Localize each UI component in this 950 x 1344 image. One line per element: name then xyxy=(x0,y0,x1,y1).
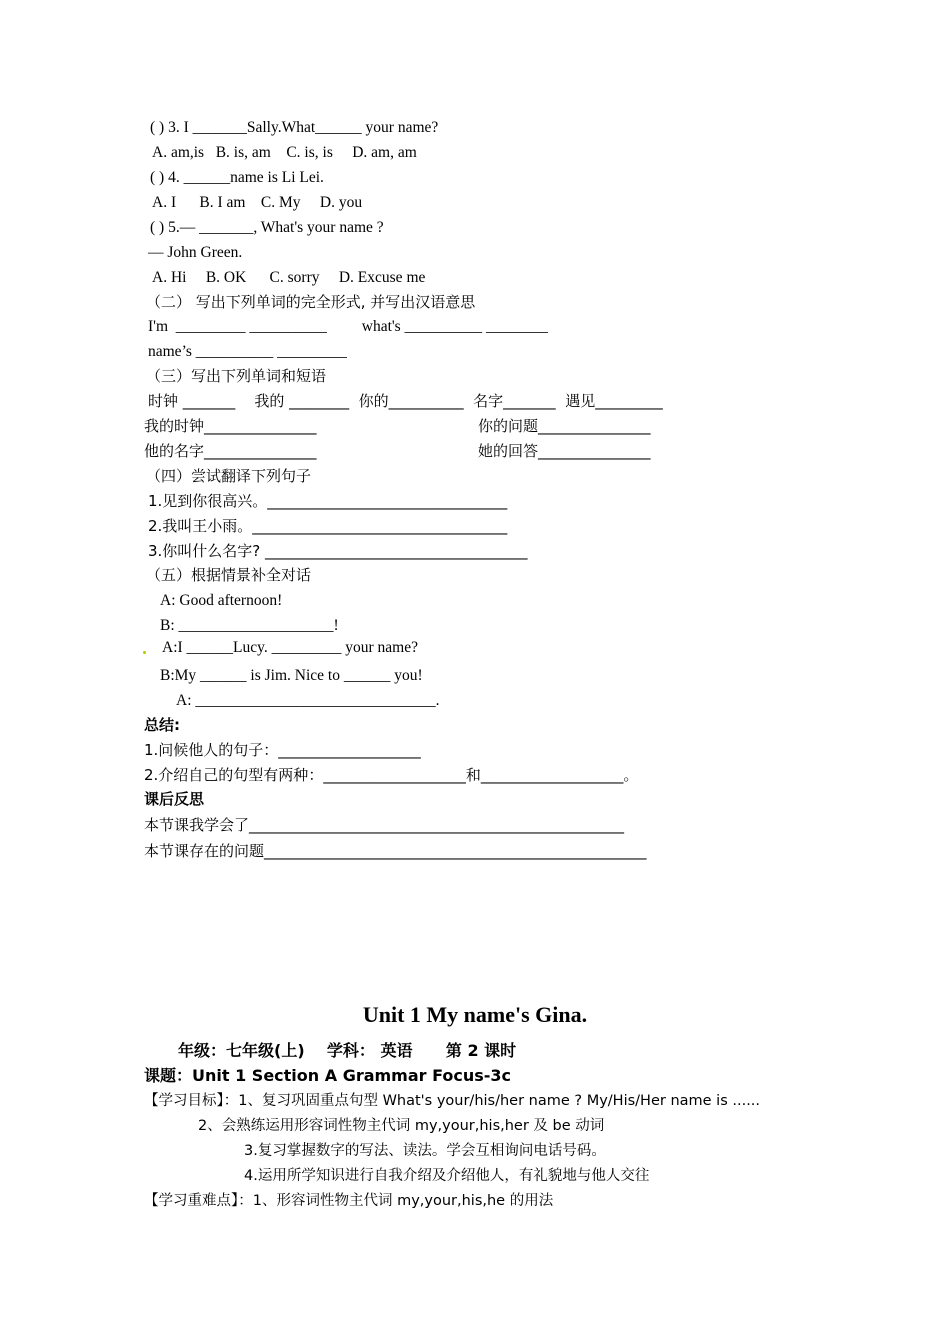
dialogue-line-2: B: ____________________! xyxy=(160,617,339,634)
learning-goals-1: 【学习目标】：1、复习巩固重点句型 What's your/his/her name ? My/His/Her name is ...... xyxy=(144,1093,761,1109)
section-4-heading: （四）尝试翻译下列句子 xyxy=(146,467,312,485)
lesson-meta: 年级：七年级(上) 学科： 英语 第 2 课时 xyxy=(178,1041,517,1060)
translate-sentence-2: 2.我叫王小雨。__________________________________ xyxy=(148,517,508,535)
section-3-heading: （三）写出下列单词和短语 xyxy=(146,367,327,385)
dialogue-line-4: B:My ______ is Jim. Nice to ______ you! xyxy=(160,667,423,684)
lesson-topic: 课题：Unit 1 Section A Grammar Focus-3c xyxy=(144,1066,512,1085)
dialogue-line-3: A:I ______Lucy. _________ your name? xyxy=(162,639,418,656)
reflection-line-2: 本节课存在的问题___________________________________________________ xyxy=(144,842,647,860)
key-points: 【学习重难点】：1、形容词性物主代词 my,your,his,he 的用法 xyxy=(144,1193,554,1209)
question-3: ( ) 3. I _______Sally.What______ your name? xyxy=(150,119,439,136)
reflection-heading: 课后反思 xyxy=(144,790,205,808)
section-2-line-1: I'm _________ __________ what's __________ ________ xyxy=(148,318,548,335)
reflection-line-1: 本节课我学会了__________________________________________________ xyxy=(144,816,625,834)
section-3-row-2-left: 我的时钟_______________ xyxy=(144,417,317,435)
translate-sentence-1: 1.见到你很高兴。________________________________ xyxy=(148,492,508,510)
section-5-heading: （五）根据情景补全对话 xyxy=(146,566,312,584)
summary-heading: 总结: xyxy=(144,716,180,734)
section-3-row-2-right: 你的问题_______________ xyxy=(478,417,651,435)
section-2-line-2: name’s __________ _________ xyxy=(148,343,347,360)
translate-sentence-3: 3.你叫什么名字? ___________________________________ xyxy=(148,542,528,560)
lesson-title: Unit 1 My name's Gina. xyxy=(362,1002,588,1027)
section-3-row-3-left: 他的名字_______________ xyxy=(144,442,317,460)
summary-line-2: 2.介绍自己的句型有两种：___________________和___________________。 xyxy=(144,766,639,784)
learning-goals-4: 4.运用所学知识进行自我介绍及介绍他人，有礼貌地与他人交往 xyxy=(244,1168,650,1184)
question-3-options: A. am,is B. is, am C. is, is D. am, am xyxy=(152,144,417,161)
question-5-options: A. Hi B. OK C. sorry D. Excuse me xyxy=(152,269,426,286)
section-2-heading: （二） 写出下列单词的完全形式, 并写出汉语意思 xyxy=(146,293,476,311)
dialogue-line-5: A: _______________________________. xyxy=(176,692,440,709)
question-5: ( ) 5.— _______, What's your name ? xyxy=(150,219,384,236)
marker-dot xyxy=(143,651,146,654)
question-4-options: A. I B. I am C. My D. you xyxy=(152,194,363,211)
question-4: ( ) 4. ______name is Li Lei. xyxy=(150,169,324,186)
dialogue-line-1: A: Good afternoon! xyxy=(160,592,283,609)
summary-line-1: 1.问候他人的句子：___________________ xyxy=(144,741,421,759)
section-3-row-3-right: 她的回答_______________ xyxy=(478,442,651,460)
question-5-answer: — John Green. xyxy=(148,244,243,261)
learning-goals-3: 3.复习掌握数字的写法、读法。学会互相询问电话号码。 xyxy=(244,1143,606,1159)
section-3-row-1: 时钟 _______ 我的 ________ 你的__________ 名字_______ 遇见_________ xyxy=(148,392,663,410)
learning-goals-2: 2、会熟练运用形容词性物主代词 my,your,his,her 及 be 动词 xyxy=(198,1118,605,1134)
